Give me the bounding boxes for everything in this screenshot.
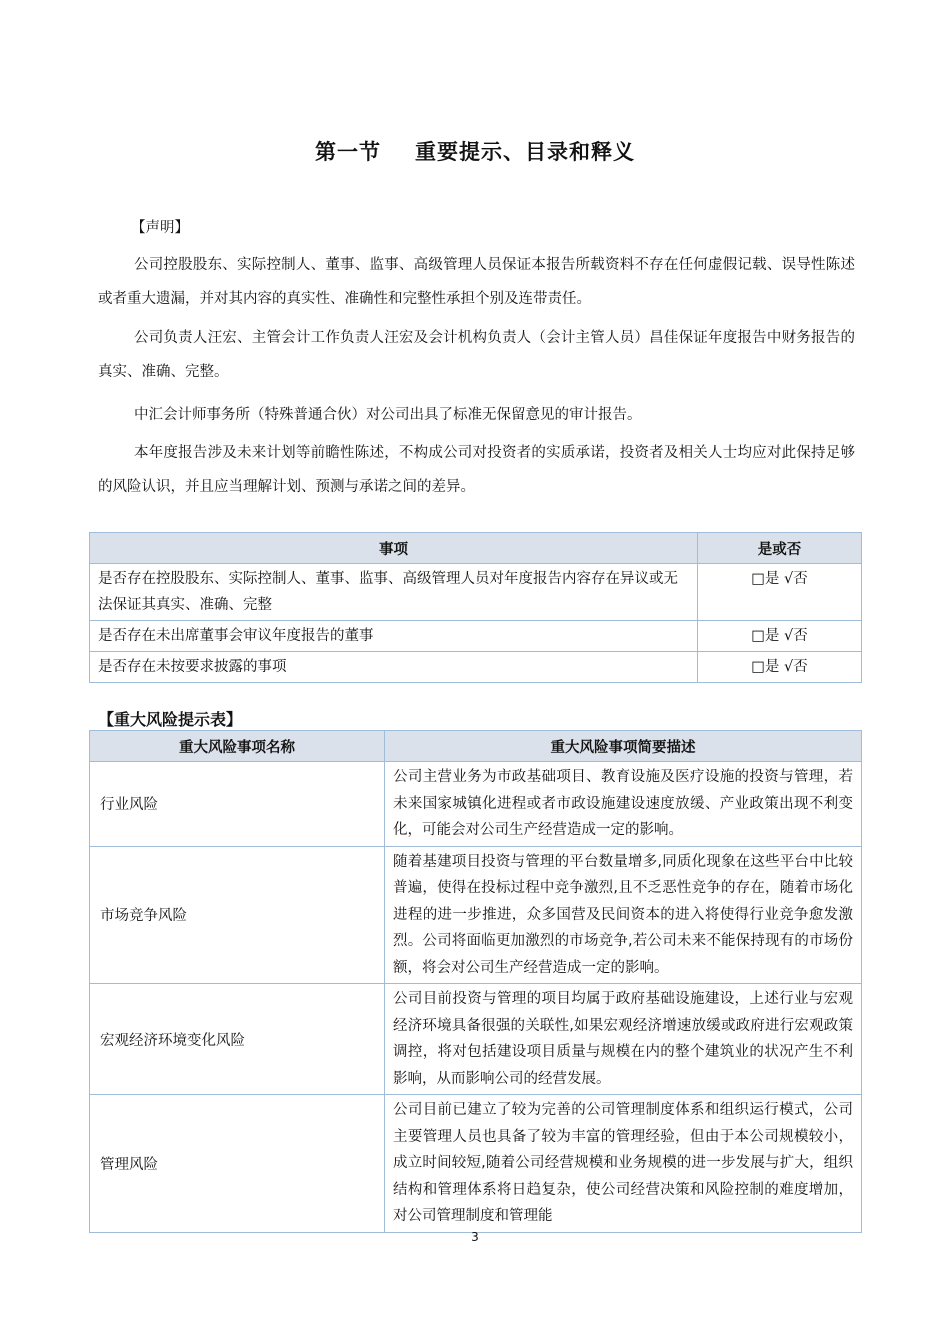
risk-description: 随着基建项目投资与管理的平台数量增多,同质化现象在这些平台中比较普遍，使得在投标过程中竞争激烈,且不乏恶性竞争的存在，随着市场化进程的进一步推进，众多国营及民间资本的进入将使得行业竞争愈发激烈。公司将面临更加激烈的市场竞争,若公司未来不能保持现有的市场份额，将会对公司生产经营造成一定的影响。	[385, 846, 862, 984]
header-yes-no: 是或否	[698, 533, 862, 564]
header-risk-description: 重大风险事项简要描述	[385, 731, 862, 762]
table-row	[90, 652, 862, 683]
risk-name: 管理风险	[90, 1095, 385, 1233]
confirmation-item: 是否存在未出席董事会审议年度报告的董事	[90, 621, 698, 652]
confirmation-answer: □是 √否	[698, 564, 862, 621]
risk-name: 行业风险	[90, 762, 385, 847]
confirmation-answer: □是 √否	[698, 621, 862, 652]
page-number: 3	[471, 1230, 479, 1244]
section-number: 第一节	[315, 140, 381, 164]
table-row	[90, 1095, 862, 1233]
risk-table	[89, 730, 862, 1233]
risk-table-title: 【重大风险提示表】	[98, 710, 243, 729]
header-risk-name: 重大风险事项名称	[90, 731, 385, 762]
page-title	[0, 136, 950, 166]
risk-name: 宏观经济环境变化风险	[90, 984, 385, 1095]
confirmation-table	[89, 532, 862, 683]
confirmation-item: 是否存在未按要求披露的事项	[90, 652, 698, 683]
confirmation-item: 是否存在控股股东、实际控制人、董事、监事、高级管理人员对年度报告内容存在异议或无法保证其真实、准确、完整	[90, 564, 698, 621]
risk-description: 公司目前已建立了较为完善的公司管理制度体系和组织运行模式，公司主要管理人员也具备了较为丰富的管理经验，但由于本公司规模较小，成立时间较短,随着公司经营规模和业务规模的进一步发展与扩大，组织结构和管理体系将日趋复杂，使公司经营决策和风险控制的难度增加，对公司管理制度和管理能	[385, 1095, 862, 1233]
risk-description: 公司主营业务为市政基础项目、教育设施及医疗设施的投资与管理，若未来国家城镇化进程或者市政设施建设速度放缓、产业政策出现不利变化，可能会对公司生产经营造成一定的影响。	[385, 762, 862, 847]
table-row	[90, 762, 862, 847]
statement-label: 【声明】	[131, 220, 189, 236]
table-row	[90, 984, 862, 1095]
table-row	[90, 621, 862, 652]
paragraph-1: 公司控股股东、实际控制人、董事、监事、高级管理人员保证本报告所载资料不存在任何虚假记载、误导性陈述或者重大遗漏，并对其内容的真实性、准确性和完整性承担个别及连带责任。	[98, 257, 855, 307]
confirmation-answer: □是 √否	[698, 652, 862, 683]
table-row	[90, 846, 862, 984]
risk-header-row	[90, 731, 862, 762]
paragraph-4: 本年度报告涉及未来计划等前瞻性陈述，不构成公司对投资者的实质承诺，投资者及相关人士均应对此保持足够的风险认识，并且应当理解计划、预测与承诺之间的差异。	[98, 445, 855, 495]
table-row	[90, 564, 862, 621]
section-name: 重要提示、目录和释义	[415, 140, 635, 164]
risk-description: 公司目前投资与管理的项目均属于政府基础设施建设，上述行业与宏观经济环境具备很强的关联性,如果宏观经济增速放缓或政府进行宏观政策调控，将对包括建设项目质量与规模在内的整个建筑业的状况产生不利影响，从而影响公司的经营发展。	[385, 984, 862, 1095]
confirmation-header-row	[90, 533, 862, 564]
paragraph-3: 中汇会计师事务所（特殊普通合伙）对公司出具了标准无保留意见的审计报告。	[134, 407, 642, 423]
paragraph-2: 公司负责人汪宏、主管会计工作负责人汪宏及会计机构负责人（会计主管人员）昌佳保证年度报告中财务报告的真实、准确、完整。	[98, 330, 855, 380]
header-item: 事项	[90, 533, 698, 564]
risk-name: 市场竞争风险	[90, 846, 385, 984]
